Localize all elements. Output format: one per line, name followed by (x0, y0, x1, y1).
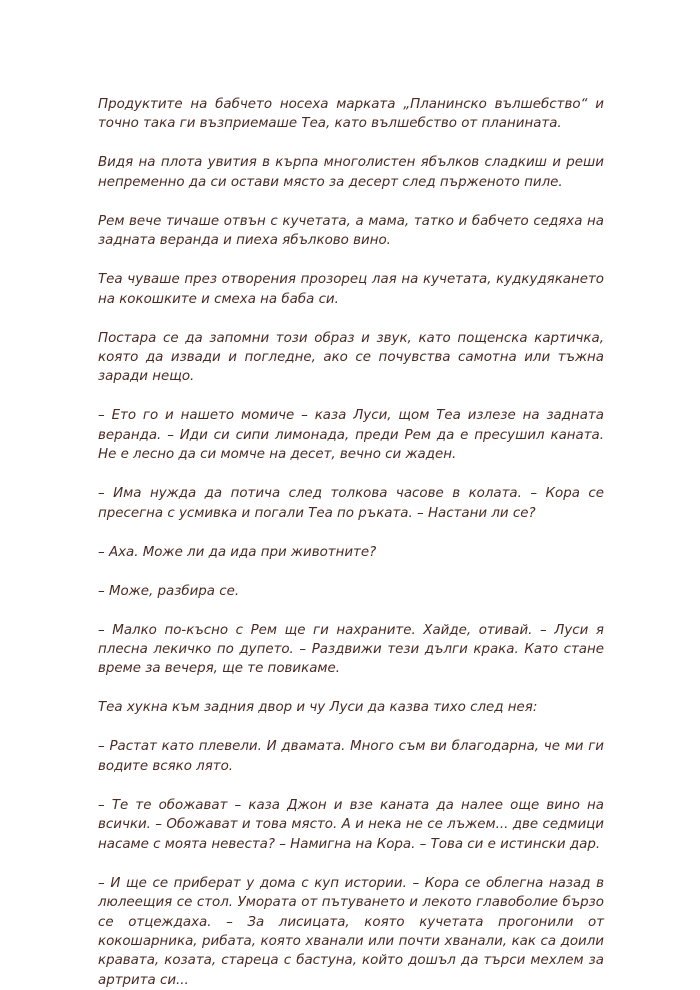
paragraph: Продуктите на бабчето носеха марката „Планинско вълшебство“ и точно така ги възприемаше Теа, като вълшебство от планината. (98, 97, 604, 132)
paragraph: Постара се да запомни този образ и звук, като пощенска картичка, която да извади и погледне, ако се почувства самотна или тъжна заради нещо. (98, 330, 604, 385)
paragraph: – Има нужда да потича след толкова часове в колата. – Кора се пресегна с усмивка и погали Теа по ръката. – Настани ли се? (98, 486, 604, 521)
paragraph: – Малко по-късно с Рем ще ги нахраните. Хайде, отивай. – Луси я плесна лекичко по дупето. – Раздвижи тези дълги крака. Като стане време за вечеря, ще те повикаме. (98, 622, 604, 677)
paragraph: – Растат като плевели. И двамата. Много съм ви благодарна, че ми ги водите всяко лято. (98, 739, 604, 774)
paragraph: – Ето го и нашето момиче – каза Луси, щом Теа излезе на задната веранда. – Иди си сипи лимонада, преди Рем да е пресушил каната. Не е лесно да си момче на десет, вечно си жаден. (98, 408, 604, 463)
paragraph: Рем вече тичаше отвън с кучетата, а мама, татко и бабчето седяха на задната веранда и пиеха ябълково вино. (98, 213, 604, 249)
paragraph: – Може, разбира се. (98, 583, 240, 599)
paragraph: Видя на плота увития в кърпа многолистен ябълков сладкиш и реши непременно да си остави място за десерт след пърженото пиле. (98, 155, 604, 190)
paragraph: Теа хукна към задния двор и чу Луси да казва тихо след нея: (98, 700, 538, 716)
paragraph: – И ще се приберат у дома с куп истории. – Кора се облегна назад в люлеещия се стол. Умората от пътуването и лекото главоболие бързо се отцеждаха. – За лисицата, която кучетата прогонили от кокошарника, рибата, която хванали или почти хванали, как са доили кравата, козата, стареца с бастуна, който дошъл да търси мехлем за артрита си... (98, 875, 604, 988)
paragraph: – Те те обожават – каза Джон и взе каната да налее още вино на всички. – Обожават и това място. А и нека не се лъжем... две седмици насаме с моята невеста? – Намигна на Кора. – Това си е истински дар. (98, 797, 604, 852)
body-text (98, 95, 604, 990)
paragraph: Теа чуваше през отворения прозорец лая на кучетата, кудкудякането на кокошките и смеха на баба си. (98, 272, 604, 307)
paragraph: – Аха. Може ли да ида при животните? (98, 544, 377, 560)
